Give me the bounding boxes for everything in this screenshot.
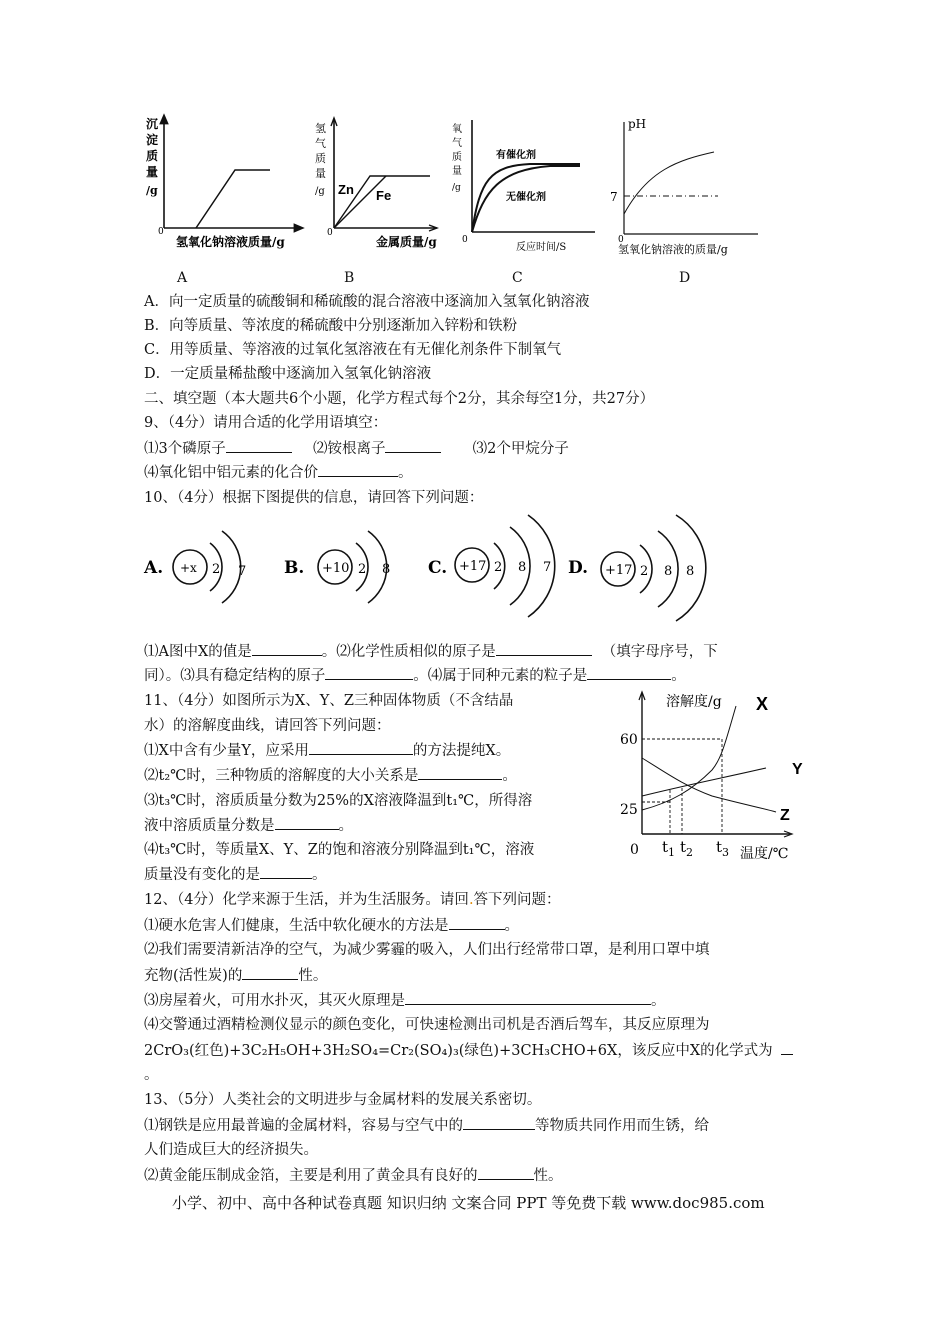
q12-stem-a: 12、（4分）化学来源于生活，并为生活服务。请回 bbox=[144, 892, 469, 908]
q10-p4: 。⑷属于同种元素的粒子是 bbox=[413, 668, 588, 684]
xlabel: 金属质量/g bbox=[376, 235, 437, 249]
nucleus: +x bbox=[180, 561, 197, 575]
q10-line1 bbox=[144, 641, 718, 662]
q9-period: 。 bbox=[398, 465, 413, 481]
ylabel-2: 气 bbox=[452, 138, 462, 149]
q12-stem-b: 答下列问题： bbox=[473, 892, 561, 908]
q10-period: 。 bbox=[671, 668, 686, 684]
option-b: B．向等质量、等浓度的稀硫酸中分别逐渐加入锌粉和铁粉 bbox=[144, 318, 518, 334]
caption-a: A bbox=[177, 270, 188, 286]
shell-3: 8 bbox=[686, 564, 695, 579]
ph-curve bbox=[624, 152, 714, 214]
ylabel-4: 量 bbox=[452, 166, 462, 177]
q9-blank2[interactable] bbox=[385, 438, 441, 453]
t2: $t_2$ bbox=[680, 838, 694, 859]
q10-blank2[interactable] bbox=[496, 641, 592, 656]
q11-blank2[interactable] bbox=[418, 765, 502, 780]
curve-y bbox=[642, 768, 766, 796]
atom-b bbox=[284, 513, 414, 637]
caption-b: B bbox=[344, 270, 355, 286]
ylabel-5: /g bbox=[452, 183, 461, 193]
q13-p2-end: 性。 bbox=[533, 1168, 563, 1184]
sol-ylabel: 溶解度/g bbox=[666, 694, 722, 710]
graph-row bbox=[140, 110, 760, 265]
zn-label: Zn bbox=[338, 182, 354, 197]
q10-blank1[interactable] bbox=[252, 641, 322, 656]
shell-2: 8 bbox=[518, 560, 527, 575]
q11-blank4[interactable] bbox=[260, 864, 312, 879]
ylabel-2: 淀 bbox=[146, 133, 159, 147]
ylabel-3: 质 bbox=[315, 152, 326, 165]
q11-p3-end: 。 bbox=[338, 818, 353, 834]
q11-line4 bbox=[144, 765, 517, 786]
q10-p3: 同）。⑶具有稳定结构的原子 bbox=[144, 668, 326, 684]
q11-p2: ⑵t₂℃时，三种物质的溶解度的大小关系是 bbox=[144, 768, 419, 784]
graph-d bbox=[610, 110, 763, 265]
shell-1: 2 bbox=[640, 564, 649, 579]
q11-blank1[interactable] bbox=[309, 740, 413, 755]
ylabel-3: 质 bbox=[146, 149, 159, 163]
without-catalyst-label: 无催化剂 bbox=[506, 192, 546, 203]
ph-label: pH bbox=[628, 117, 647, 131]
q12-line5: ⑷交警通过酒精检测仪显示的颜色变化，可快速检测出司机是否酒后驾车，其反应原理为 bbox=[144, 1017, 710, 1033]
atom-letter: B. bbox=[284, 558, 305, 578]
atom-d bbox=[566, 513, 716, 637]
q11-p2-end: 。 bbox=[502, 768, 517, 784]
q11-blank3[interactable] bbox=[275, 815, 339, 830]
origin: 0 bbox=[158, 227, 164, 237]
option-a: A．向一定质量的硫酸铜和稀硫酸的混合溶液中逐滴加入氢氧化钠溶液 bbox=[144, 294, 590, 310]
option-d: D．一定质量稀盐酸中逐滴加入氢氧化钠溶液 bbox=[144, 366, 432, 382]
q9-p4: ⑷氧化铝中铝元素的化合价 bbox=[144, 465, 318, 481]
q12-blank1[interactable] bbox=[449, 915, 505, 930]
q12-p2-end: 性。 bbox=[298, 968, 328, 984]
q13-blank2[interactable] bbox=[478, 1165, 534, 1180]
tick-60: 60 bbox=[620, 732, 638, 748]
label-y: Y bbox=[792, 761, 803, 778]
q12-stem bbox=[144, 890, 561, 910]
atom-a bbox=[140, 513, 270, 637]
label-z: Z bbox=[780, 807, 790, 824]
q12-equation: 2CrO₃(红色)+3C₂H₅OH+3H₂SO₄=Cr₂(SO₄)₃(绿色)+3CH₃CHO+6X，该反应中X的化学式为 bbox=[144, 1043, 773, 1059]
q13-blank1[interactable] bbox=[463, 1115, 535, 1130]
q13-p1-mid: 等物质共同作用而生锈，给 bbox=[535, 1118, 709, 1134]
q9-line2 bbox=[144, 462, 413, 483]
t1: $t_1$ bbox=[662, 838, 676, 859]
q13-line2: 人们造成巨大的经济损失。 bbox=[144, 1142, 318, 1158]
sol-xlabel: 温度/℃ bbox=[740, 846, 789, 862]
shell-2: 8 bbox=[664, 564, 673, 579]
ylabel-5: /g bbox=[315, 186, 325, 197]
shell-1: 2 bbox=[212, 562, 221, 577]
t3: $t_3$ bbox=[716, 838, 730, 859]
shell-3: 7 bbox=[543, 560, 552, 575]
q10-stem: 10、（4分）根据下图提供的信息，请回答下列问题： bbox=[144, 490, 484, 506]
q9-p3: ⑶2个甲烷分子 bbox=[472, 441, 569, 457]
q11-p1: ⑴X中含有少量Y，应采用 bbox=[144, 743, 309, 759]
q12-line6 bbox=[144, 1040, 793, 1061]
q11-line7: ⑷t₃℃时，等质量X、Y、Z的饱和溶液分别降温到t₁℃，溶液 bbox=[144, 842, 535, 858]
graph-b bbox=[312, 110, 442, 255]
q9-blank4[interactable] bbox=[318, 462, 398, 477]
q11-line5: ⑶t₃℃时，溶质质量分数为25%的X溶液降温到t₁℃，所得溶 bbox=[144, 793, 533, 809]
q11-p4: 质量没有变化的是 bbox=[144, 867, 260, 883]
xlabel: 反应时间/S bbox=[516, 242, 567, 253]
graph-a bbox=[140, 110, 305, 255]
q11-p3: 液中溶质质量分数是 bbox=[144, 818, 275, 834]
option-c: C．用等质量、等溶液的过氧化氢溶液在有无催化剂条件下制氧气 bbox=[144, 342, 562, 358]
seven-label: 7 bbox=[610, 190, 618, 204]
q10-blank4[interactable] bbox=[587, 665, 671, 680]
q12-line7: 。 bbox=[144, 1067, 159, 1083]
nucleus: +17 bbox=[459, 559, 487, 574]
xlabel: 氢氧化钠溶液的质量/g bbox=[618, 243, 728, 256]
origin: 0 bbox=[630, 842, 639, 858]
q11-p1-end: 的方法提纯X。 bbox=[412, 743, 511, 759]
q10-line2 bbox=[144, 665, 686, 686]
q12-p2: 充物(活性炭)的 bbox=[144, 968, 243, 984]
atom-diagrams bbox=[140, 513, 740, 633]
q11-line3 bbox=[144, 740, 510, 761]
q13-p2: ⑵黄金能压制成金箔，主要是利用了黄金具有良好的 bbox=[144, 1168, 478, 1184]
nucleus: +10 bbox=[322, 561, 350, 576]
q12-blank2[interactable] bbox=[242, 965, 298, 980]
section-heading: 二、填空题（本大题共6个小题，化学方程式每个2分，其余每空1分，共27分） bbox=[144, 391, 655, 407]
q12-p3: ⑶房屋着火，可用水扑灭，其灭火原理是 bbox=[144, 993, 405, 1009]
graph-c bbox=[450, 110, 600, 255]
atom-letter: A. bbox=[144, 558, 164, 578]
q12-line2: ⑵我们需要清新洁净的空气，为减少雾霾的吸入，人们出行经常带口罩，是利用口罩中填 bbox=[144, 942, 710, 958]
curve-a bbox=[196, 170, 270, 228]
q9-stem: 9、（4分）请用合适的化学用语填空： bbox=[144, 415, 388, 431]
q12-line1 bbox=[144, 915, 519, 936]
q10-p2-note: （填字母序号，下 bbox=[601, 644, 718, 660]
caption-c: C bbox=[512, 270, 523, 286]
shell-2: 7 bbox=[238, 564, 247, 579]
q11-p4-end: 。 bbox=[312, 867, 327, 883]
shell-2: 8 bbox=[382, 562, 391, 577]
nucleus: +17 bbox=[605, 563, 633, 578]
footer-banner: 小学、初中、高中各种试卷真题 知识归纳 文案合同 PPT 等免费下载 www.doc985.com bbox=[172, 1194, 765, 1212]
label-x: X bbox=[756, 694, 769, 714]
q11-line8 bbox=[144, 864, 327, 885]
q13-p1: ⑴钢铁是应用最普遍的金属材料，容易与空气中的 bbox=[144, 1118, 463, 1134]
caption-d: D bbox=[679, 270, 691, 286]
ylabel-3: 质 bbox=[452, 152, 462, 163]
q11-line1: 11、（4分）如图所示为X、Y、Z三种固体物质（不含结晶 bbox=[144, 693, 514, 709]
q9-blank1[interactable] bbox=[226, 438, 292, 453]
q9-p2: ⑵铵根离子 bbox=[312, 441, 386, 457]
q13-line3 bbox=[144, 1165, 563, 1186]
shell-1: 2 bbox=[494, 560, 503, 575]
tick-25: 25 bbox=[620, 802, 638, 818]
fe-label: Fe bbox=[376, 188, 392, 203]
shell-1: 2 bbox=[358, 562, 367, 577]
ylabel-1: 沉 bbox=[146, 117, 159, 131]
q10-blank3[interactable] bbox=[325, 665, 413, 680]
q12-p3-end: 。 bbox=[651, 993, 666, 1009]
atom-c bbox=[426, 513, 576, 637]
q9-line1 bbox=[144, 438, 569, 459]
atom-letter: C. bbox=[428, 558, 448, 578]
q12-p1-end: 。 bbox=[504, 918, 519, 934]
origin: 0 bbox=[618, 235, 624, 245]
origin: 0 bbox=[462, 235, 468, 245]
q12-p1: ⑴硬水危害人们健康，生活中软化硬水的方法是 bbox=[144, 918, 449, 934]
solubility-graph bbox=[612, 690, 812, 865]
q12-line3 bbox=[144, 965, 327, 986]
ylabel-5: /g bbox=[146, 184, 158, 197]
ylabel-1: 氧 bbox=[452, 124, 462, 135]
q13-line1 bbox=[144, 1115, 709, 1136]
q9-p1: ⑴3个磷原子 bbox=[144, 441, 226, 457]
q12-blank3[interactable] bbox=[405, 990, 651, 1005]
ylabel-4: 量 bbox=[315, 167, 326, 180]
q13-stem: 13、（5分）人类社会的文明进步与金属材料的发展关系密切。 bbox=[144, 1092, 542, 1108]
ylabel-4: 量 bbox=[146, 165, 159, 179]
q12-blank4[interactable] bbox=[781, 1040, 793, 1055]
q11-line2: 水）的溶解度曲线，请回答下列问题： bbox=[144, 718, 391, 734]
q12-line4 bbox=[144, 990, 666, 1011]
q11-line6 bbox=[144, 815, 353, 836]
q10-p1: ⑴A图中X的值是 bbox=[144, 644, 252, 660]
xlabel: 氢氧化钠溶液质量/g bbox=[176, 235, 285, 249]
origin: 0 bbox=[327, 228, 333, 238]
q10-p2: 。⑵化学性质相似的原子是 bbox=[321, 644, 496, 660]
q12-stem-dot: . bbox=[468, 892, 474, 908]
ylabel-2: 气 bbox=[315, 137, 326, 150]
with-catalyst-label: 有催化剂 bbox=[496, 150, 536, 161]
ylabel-1: 氢 bbox=[315, 122, 326, 135]
atom-letter: D. bbox=[568, 558, 589, 578]
